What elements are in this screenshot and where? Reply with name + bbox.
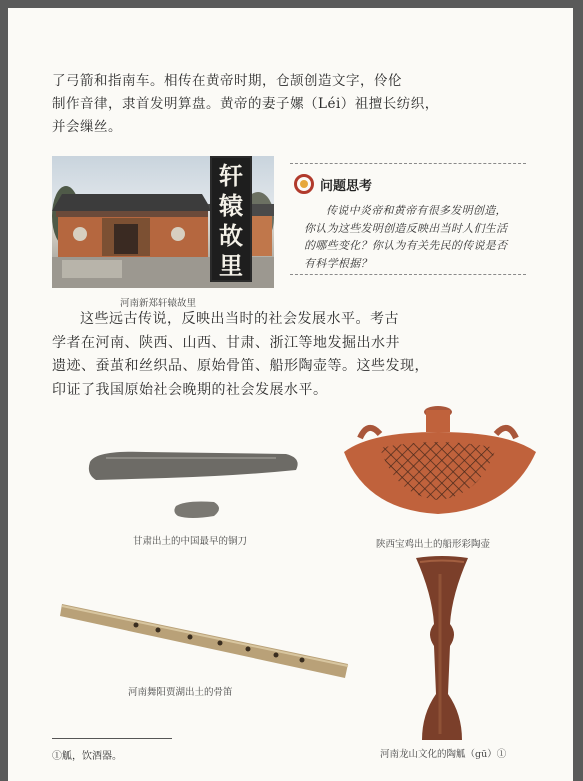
intro-line: 并会缫丝。	[52, 119, 122, 135]
body-line: 这些远古传说，反映出当时的社会发展水平。考古	[80, 311, 399, 327]
xuanyuan-photo	[52, 156, 274, 288]
bone-flute-image	[58, 594, 358, 684]
problem-thinking-text	[304, 202, 507, 272]
think-line: 有科学根据？	[304, 256, 372, 270]
footnote: ①觚，饮酒器。	[52, 751, 122, 762]
problem-thinking-title: 问题思考	[320, 178, 373, 194]
sign-char: 故	[219, 221, 243, 250]
sign-char: 里	[219, 251, 243, 280]
archaeology-paragraph	[52, 308, 429, 402]
intro-line: 了弓箭和指南车。相传在黄帝时期，仓颉创造文字，伶伦	[52, 73, 402, 89]
knife-caption: 甘肃出土的中国最早的铜刀	[133, 536, 248, 547]
flute-caption: 河南舞阳贾湖出土的骨笛	[128, 687, 233, 698]
think-line: 的哪些变化？你认为有关先民的传说是否	[304, 239, 508, 252]
think-line: 传说中炎帝和黄帝有很多发明创造，	[326, 204, 507, 217]
body-line: 遗迹、蚕茧和丝织品、原始骨笛、船形陶壶等。这些发现，	[52, 358, 429, 374]
vase-caption: 河南龙山文化的陶觚（gū）①	[380, 749, 507, 760]
textbook-page	[8, 8, 573, 781]
sign-char: 辕	[219, 191, 243, 220]
body-line: 印证了我国原始社会晚期的社会发展水平。	[52, 381, 328, 398]
footnote-divider	[52, 738, 172, 739]
problem-thinking-header	[294, 174, 372, 194]
boat-shaped-pot-image	[340, 392, 540, 527]
xuanyuan-photo-caption: 河南新郑轩辕故里	[120, 298, 197, 309]
pottery-gu-image	[412, 554, 472, 744]
intro-line: 制作音律，隶首发明算盘。黄帝的妻子嫘（Léi）祖擅长纺织，	[52, 96, 439, 112]
bronze-knife-image	[86, 444, 306, 524]
thinking-icon	[294, 174, 314, 194]
pot-caption: 陕西宝鸡出土的船形彩陶壶	[376, 539, 491, 550]
sign-char: 轩	[219, 161, 243, 190]
body-line: 学者在河南、陕西、山西、甘肃、浙江等地发掘出水井	[52, 334, 400, 351]
problem-thinking-box	[290, 163, 526, 275]
intro-paragraph	[52, 70, 439, 139]
xuanyuan-photo-drawing	[52, 156, 274, 288]
think-line: 你认为这些发明创造反映出当时人们生活	[304, 221, 508, 235]
